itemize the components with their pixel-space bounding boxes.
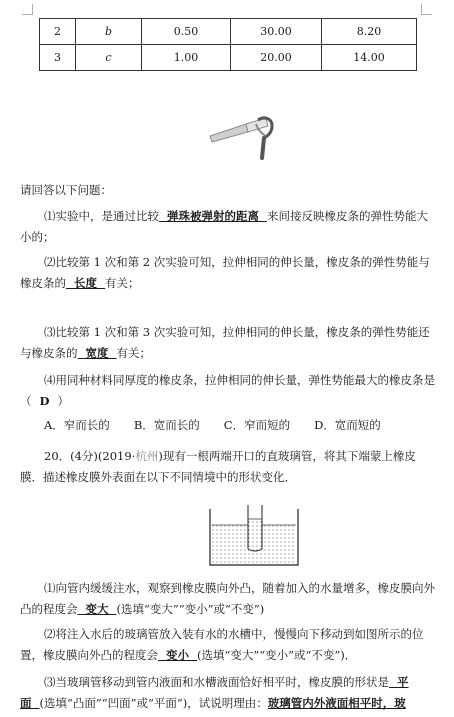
answer-text: 变小 (166, 648, 190, 662)
part-text: ⑷用同种材料同厚度的橡皮条，拉伸相同的伸长量，弹性势能最大的橡皮条是（ (20, 373, 435, 408)
answer-options (44, 417, 424, 433)
table-cell: 30.00 (231, 19, 322, 45)
part-text: (选填“变大”“变小”或“不变”)． (197, 648, 357, 662)
answer-blank (158, 648, 197, 662)
answer-blank (32, 394, 58, 408)
table-cell: b (76, 19, 142, 45)
answer-blank (159, 209, 267, 223)
answer-blank (78, 346, 117, 360)
page-corner-mark (22, 4, 33, 15)
part-text: ⑴实验中，是通过比较 (44, 209, 159, 223)
part-text: 来间接反映橡皮条的弹性势能大小的； (20, 209, 429, 244)
table-cell: 0.50 (142, 19, 231, 45)
table-cell: 14.00 (322, 45, 417, 71)
part-text: ⑵将注入水后的玻璃管放入装有水的水槽中，慢慢向下移动到如图所示的位置，橡皮膜向外凸的程度会 (20, 627, 424, 662)
answer-text: 宽度 (85, 346, 109, 360)
question-part-3 (20, 322, 436, 364)
question-part-1 (20, 206, 436, 248)
part-text: (选填“变大”“变小”或“不变”) (116, 602, 265, 616)
question-part-2 (20, 252, 436, 294)
question-number: 20．(4分)(2019· (44, 449, 136, 463)
source-city: 杭州 (135, 449, 159, 463)
question-20-part-2 (20, 624, 436, 666)
answer-blank (78, 602, 117, 616)
answer-text: 弹珠被弹射的距离 (167, 209, 260, 223)
question-20-part-3 (20, 672, 436, 714)
table-row (40, 19, 417, 45)
answer-blank (66, 276, 105, 290)
answer-text: 长度 (74, 276, 98, 290)
table-row (40, 45, 417, 71)
answer-blank (268, 696, 406, 710)
option-c: C．窄而短的 (223, 418, 291, 432)
answer-text: 玻璃管内外液面相平时，玻 (267, 696, 406, 710)
part-text: (选填“凸面”“凹面”或“平面”)，试说明理由： (39, 696, 268, 710)
table-cell: 1.00 (142, 45, 231, 71)
table-cell: 2 (40, 19, 76, 45)
part-text: ⑵比较第 1 次和第 2 次实验可知，拉伸相同的伸长量，橡皮条的弹性势能与橡皮条的 (20, 255, 430, 290)
option-b: B．宽而长的 (133, 418, 200, 432)
question-intro: 请回答以下问题： (20, 183, 112, 197)
answer-text: 变大 (85, 602, 109, 616)
table-cell: 3 (40, 45, 76, 71)
page-corner-mark (421, 4, 432, 15)
answer-text: D (39, 394, 50, 408)
question-part-4 (20, 370, 436, 412)
table-cell: 8.20 (322, 19, 417, 45)
part-text: 有关； (105, 276, 140, 290)
part-text: ⑶当玻璃管移动到管内液面和水槽液面恰好相平时，橡皮膜的形状是 (44, 675, 389, 689)
glass-tube-tank-figure (208, 505, 300, 567)
slingshot-figure (206, 110, 276, 168)
question-20-stem (20, 446, 436, 488)
question-20-part-1 (20, 578, 436, 620)
table-cell: 20.00 (231, 45, 322, 71)
answer-text: 平面 (20, 675, 409, 710)
data-table (39, 18, 417, 71)
question-text: )现有一根两端开口的直玻璃管，将其下端蒙上橡皮膜．描述橡皮膜外表面在以下不同情境中的形状变化． (20, 449, 416, 484)
part-text: 有关； (116, 346, 152, 360)
part-text: ⑶比较第 1 次和第 3 次实验可知，拉伸相同的伸长量，橡皮条的弹性势能还与橡皮条的 (20, 325, 430, 360)
option-a: A．窄而长的 (44, 418, 110, 432)
part-text: ⑴向管内缓缓注水，观察到橡皮膜向外凸，随着加入的水量增多，橡皮膜向外凸的程度会 (20, 581, 435, 616)
part-text: ） (57, 394, 70, 408)
option-d: D．宽而短的 (314, 418, 381, 432)
table-cell: c (76, 45, 142, 71)
